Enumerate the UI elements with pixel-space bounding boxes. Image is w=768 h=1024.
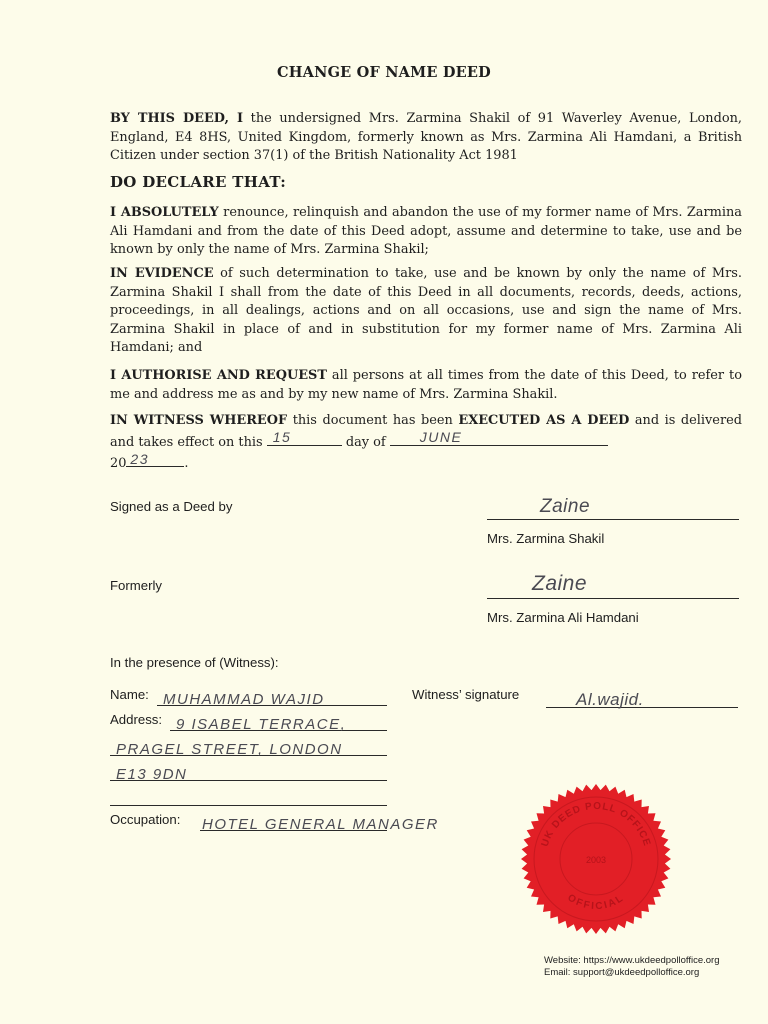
formerly-signature-line[interactable] — [487, 598, 739, 599]
witness-address-label: Address: — [110, 712, 163, 727]
witness-name-value: MUHAMMAD WAJID — [163, 691, 325, 708]
witness-signature-value: Al.wajid. — [576, 690, 644, 709]
witness-mid: this document has been — [287, 413, 459, 428]
witness-name-field[interactable] — [157, 685, 387, 706]
clause-evidence — [110, 265, 742, 358]
footer-email: Email: support@ukdeedpolloffice.org — [544, 967, 700, 978]
clause-text: of such determination to take, use and be known by only the name of Mrs. Zarmina Shakil I shall from the date of this Deed in all documents, records, deeds, actions, proceedings, in all dealings, actions and on all occasions, use and sign the name of Mrs. Zarmina Shakil in place of and in substitution for my former name of Mrs. Zarmina Ali Hamdani; and — [110, 266, 743, 355]
official-seal — [520, 783, 672, 935]
month-value: JUNE — [419, 429, 463, 445]
intro-text: the undersigned Mrs. Zarmina Shakil of 91 Waverley Avenue, London, England, E4 8HS, United Kingdom, formerly known as Mrs. Zarmina Ali Hamdani, a British Citizen under section 37(1) of the British Nationality Act 1981 — [110, 111, 742, 163]
intro-paragraph — [110, 110, 742, 166]
seal-bottom-text: OFFICIAL — [565, 892, 627, 913]
witness-lead: IN WITNESS WHEREOF — [110, 413, 288, 428]
witness-occupation-label: Occupation: — [110, 812, 181, 827]
witness-name-label: Name: — [110, 687, 149, 702]
address-line: PRAGEL STREET, LONDON — [116, 741, 343, 758]
month-field[interactable] — [390, 431, 608, 446]
witness-signature-field[interactable] — [546, 687, 738, 708]
witness-signature-label: Witness’ signature — [412, 687, 520, 702]
formerly-label: Formerly — [110, 578, 163, 593]
clause-lead: IN EVIDENCE — [110, 266, 214, 281]
clause-authorise — [110, 367, 742, 404]
document-title: CHANGE OF NAME DEED — [277, 64, 491, 81]
witness-presence-label: In the presence of (Witness): — [110, 655, 279, 670]
witness-occupation-value: HOTEL GENERAL MANAGER — [202, 816, 439, 833]
signed-signature-line[interactable] — [487, 519, 739, 520]
formerly-name: Mrs. Zarmina Ali Hamdani — [487, 610, 639, 625]
clause-text: all persons at all times from the date of this Deed, to refer to me and address me as and by my new name of Mrs. Zarmina Shakil. — [110, 368, 742, 402]
signed-name: Mrs. Zarmina Shakil — [487, 531, 605, 546]
formerly-signature: Zaine — [532, 572, 588, 595]
declare-heading: DO DECLARE THAT: — [110, 173, 287, 191]
year-value: 23 — [130, 450, 149, 467]
signed-signature: Zaine — [540, 496, 591, 517]
witness-end: . — [184, 456, 189, 471]
clause-lead: I AUTHORISE AND REQUEST — [110, 368, 327, 383]
address-line-field[interactable] — [170, 710, 387, 731]
address-line-field[interactable] — [110, 785, 387, 806]
signed-label: Signed as a Deed by — [110, 499, 233, 514]
seal-top-text: UK DEED POLL OFFICE — [539, 800, 653, 849]
clause-text: renounce, relinquish and abandon the use of my former name of Mrs. Zarmina Ali Hamdani and from the date of this Deed adopt, assume and determine to take, use and be known by only the name of Mrs. Zarmina Shakil; — [110, 205, 742, 257]
address-line-field[interactable] — [110, 760, 387, 781]
address-line: E13 9DN — [116, 766, 188, 783]
witness-tail: and is delivered and takes effect on this — [110, 413, 742, 450]
day-value: 15 — [272, 429, 292, 445]
clause-absolutely — [110, 204, 742, 260]
year-prefix: 20 — [110, 456, 127, 471]
address-line: 9 ISABEL TERRACE, — [176, 716, 347, 733]
clause-lead: I ABSOLUTELY — [110, 205, 219, 220]
address-line-field[interactable] — [110, 735, 387, 756]
intro-lead: BY THIS DEED, I — [110, 111, 244, 126]
year-field[interactable] — [126, 452, 184, 467]
footer-website: Website: https://www.ukdeedpolloffice.org — [544, 955, 720, 966]
day-field[interactable] — [267, 431, 342, 446]
witness-occupation-field[interactable] — [200, 810, 439, 833]
executed-text: EXECUTED AS A DEED — [458, 413, 630, 428]
seal-year: 2003 — [585, 855, 607, 865]
witness-clause — [110, 412, 742, 474]
day-label: day of — [341, 434, 390, 450]
